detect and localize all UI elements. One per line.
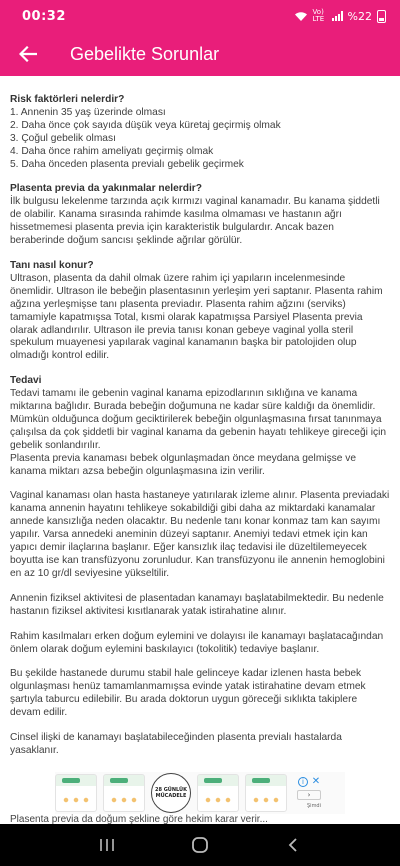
status-icons xyxy=(294,9,386,23)
nav-back-button[interactable] xyxy=(273,825,313,865)
status-time: 00:32 xyxy=(22,8,66,24)
info-icon[interactable]: i xyxy=(298,777,308,787)
ad-creative[interactable] xyxy=(55,772,345,814)
network-label: Vo) LTE xyxy=(312,8,325,23)
battery-icon xyxy=(377,10,386,23)
arrow-left-icon xyxy=(19,46,37,62)
section-heading: Tedavi xyxy=(10,375,42,387)
cut-off-text: Plasenta previa da doğum şekline göre hekim karar verir... xyxy=(10,814,268,824)
signal-icon xyxy=(332,11,343,21)
section-paragraph: İlk bulgusu lekelenme tarzında açık kırmızı vaginal kanamadır. Bu kanama şiddetli de olabilir. Kanama sırasında rahimde kasılma olmaması ve hastanın ağrı hissetmemesi plasenta previa için karakteristik bulgulardır. Ancak bazen beraberinde doğum sancısı şeklinde ağrılar görülür. xyxy=(10,196,380,247)
ad-product-image xyxy=(103,774,145,812)
ad-cta-label: Şimdi xyxy=(307,803,321,809)
ad-cta-button[interactable]: › xyxy=(297,790,321,800)
section-paragraph: Ultrason, plasenta da dahil olmak üzere rahim içi yapıların incelenmesinde önemlidir. Ultrason ile bebeğin plasentasının yerleşim yeri saptanır. Plasenta rahim ağzına yerleşmişse tanı plasenta previadır. Plasenta rahim ağzını (serviks) tamamiyle kapatmışsa Total, kısmi olarak kapatmışsa Parsiyel Plasenta previa olarak adlandırılır. Ultrason ile previa tanısı konan gebeye vaginal yolla steril spekulum muayenesi yapılarak vaginal kanamanın başka bir patolojiden olup olmadığı kontrol edilir. xyxy=(10,272,383,362)
section-paragraph: Annenin fiziksel aktivitesi de plasentadan kanamayı başlatabilmektedir. Bu nedenle hastanın fiziksel aktivitesi kısıtlanarak yatak istirahatine alınır. xyxy=(10,592,384,617)
section-paragraph: Cinsel ilişki de kanamayı başlatabileceğinden plasenta previalı hastalarda yasaklanır. xyxy=(10,732,342,756)
section-risk-factors xyxy=(10,94,390,171)
banner-ad[interactable] xyxy=(0,768,400,818)
section-treatment xyxy=(10,375,390,758)
back-icon xyxy=(285,837,301,853)
ad-cta[interactable] xyxy=(297,790,321,800)
section-heading: Plasenta previa da yakınmalar nelerdir? xyxy=(10,183,202,195)
recent-apps-button[interactable] xyxy=(87,825,127,865)
back-button[interactable] xyxy=(0,32,56,76)
recent-apps-icon xyxy=(98,837,116,853)
section-heading: Tanı nasıl konur? xyxy=(10,259,94,271)
section-paragraph: Tedavi tamamı ile gebenin vaginal kanama epizodlarının sıklığına ve kanama miktarına bağlıdır. Burada bebeğin doğumuna ne kadar süre kaldığı da önemlidir. Mümkün olduğunca doğum geciktirilerek bebeğin olgunlaşmasına fırsat tanınmaya çalışılsa da çok şiddetli bir vaginal kanama da gebenin hayatı tehlikeye gireceği için gebelik sonlandırılır. Plasenta previa kanaması bebek olgunlaşmadan önce meydana gelmişse ve kanama miktarı azsa bebeğin olgunlaşmasına izin verilir. xyxy=(10,388,387,477)
section-paragraph: Rahim kasılmaları erken doğum eylemini ve dolayısı ile kanamayı başlatacağından önlem olarak doğum eylemini baskılayıcı (tokolitik) tedaviye başlanır. xyxy=(10,630,384,655)
home-button[interactable] xyxy=(180,825,220,865)
ad-product-image xyxy=(197,774,239,812)
wifi-icon xyxy=(294,11,308,22)
section-paragraph: Vaginal kanaması olan hasta hastaneye yatırılarak izleme alınır. Plasenta previadaki kanama annenin hayatını tehlikeye sokabildiği gibi daha az miktardaki kanamalar annede kansızlığa neden olacaktır. Bu nedenle tanı konar konmaz tam kan sayımı yapılır. Varsa annedeki aneminin düzeyi saptanır. Anemiyi tedavi etmek için kan yapıcı demir ilaçlarına başlanır. Eğer kansızlık ilaç tedavisi ile düzeltilemeyecek boyutta ise kan transfüzyonu zorunludur. Kan transfüzyonu ile annenin hemoglobini en az 10 gr/dl seviyesine yükseltilir. xyxy=(10,490,390,579)
ad-badge: 28 GÜNLÜK MÜCADELE xyxy=(151,773,191,813)
section-heading: Risk faktörleri nelerdir? xyxy=(10,94,125,105)
battery-percent: %22 xyxy=(347,9,372,23)
ad-product-image xyxy=(245,774,287,812)
home-icon xyxy=(191,836,209,854)
section-diagnosis xyxy=(10,260,390,363)
section-paragraph: 1. Annenin 35 yaş üzerinde olması 2. Daha önce çok sayıda düşük veya küretaj geçirmiş olmak 3. Çoğul gebelik olması 4. Daha önce rahim ameliyatı geçirmiş olmak 5. Daha önceden plasenta previalı gebelik geçirmek xyxy=(10,106,281,170)
page-title: Gebelikte Sorunlar xyxy=(70,43,220,64)
article-content[interactable] xyxy=(0,76,400,768)
ad-product-image xyxy=(55,774,97,812)
section-paragraph: Bu şekilde hastanede durumu stabil hale gelinceye kadar izlenen hasta bebek olgunlaşması henüz tamamlanmamışsa evinde yatak istirahatine devam etmek şartıyla taburcu edilebilir. Bu arada doktorun uygun göreceği sıklıkta takiplere devam edilir. xyxy=(10,668,366,719)
ad-controls xyxy=(297,777,321,809)
system-nav-bar xyxy=(0,824,400,866)
app-bar xyxy=(0,32,400,76)
status-bar xyxy=(0,0,400,32)
section-complaints xyxy=(10,183,390,248)
close-icon[interactable]: ✕ xyxy=(311,776,321,787)
